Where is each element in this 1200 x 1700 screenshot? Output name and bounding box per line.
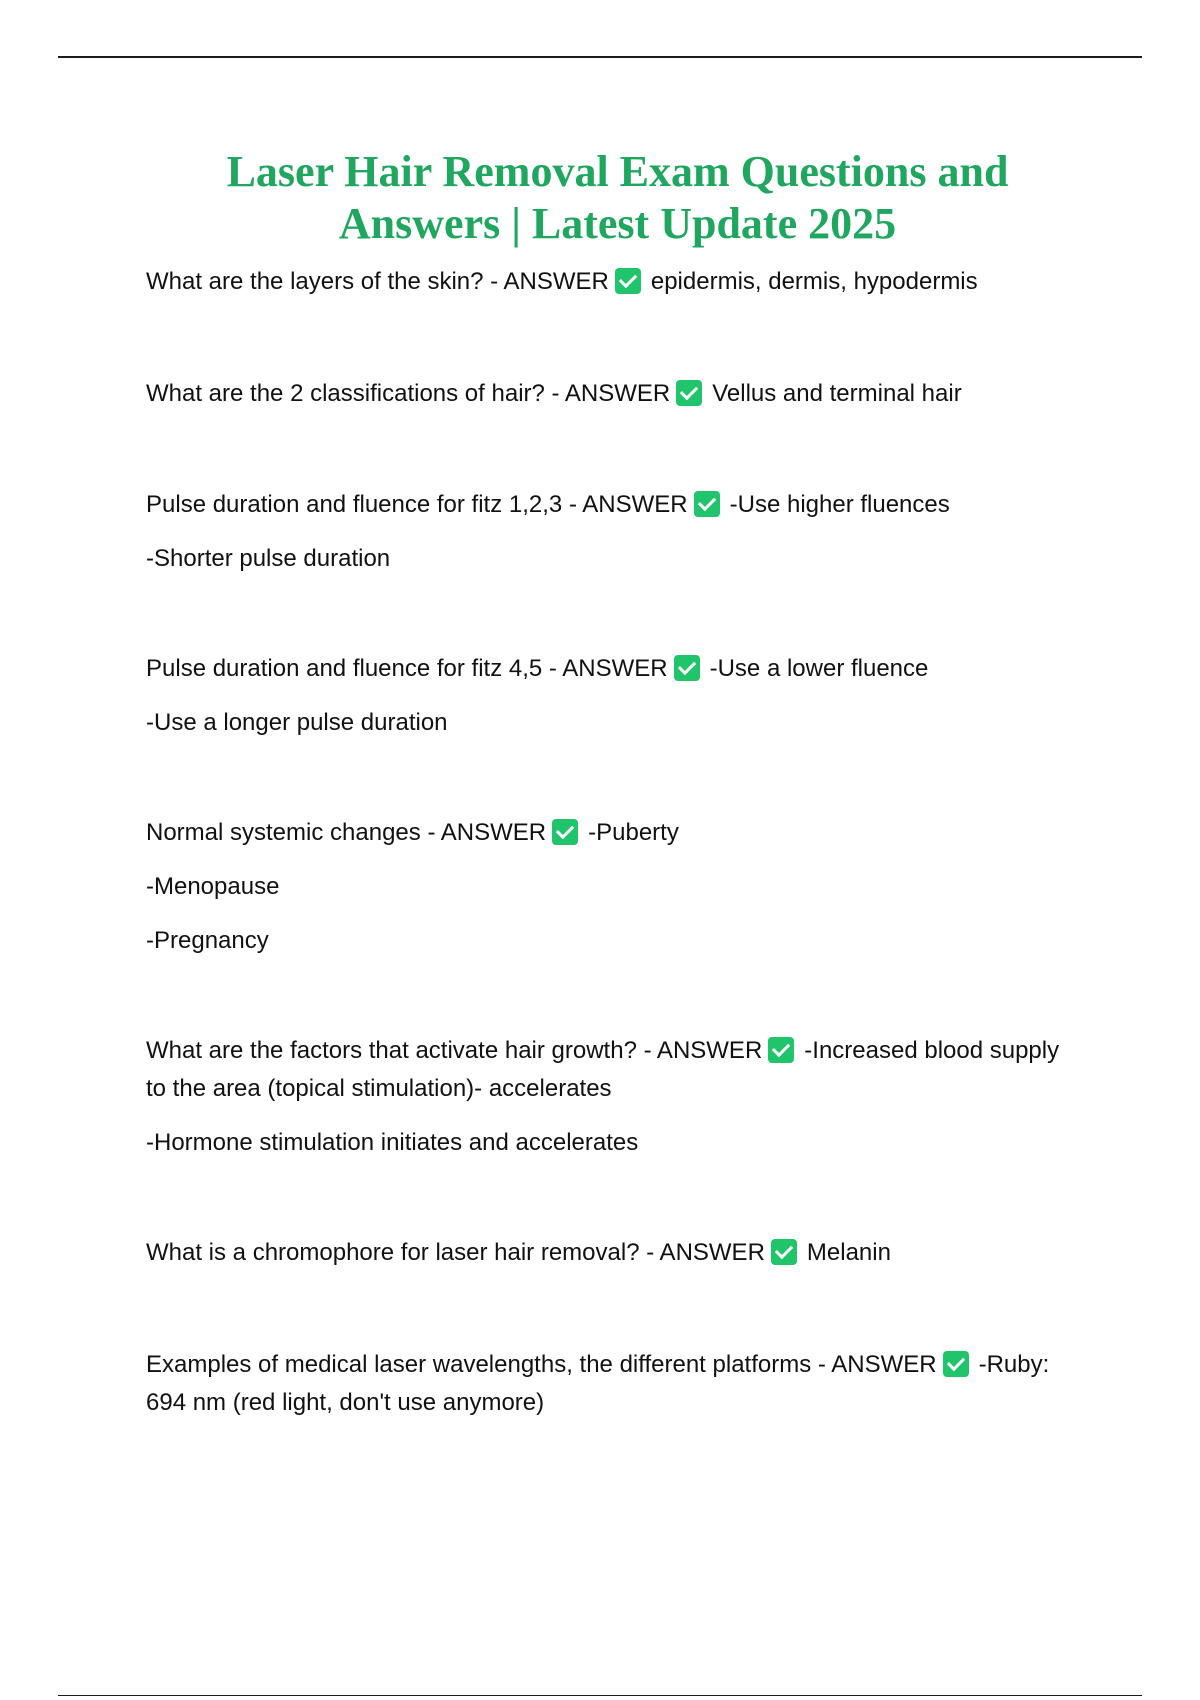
qa-item-2: [146, 375, 1066, 413]
answer-text: -Increased blood supply to the area (topical stimulation)- accelerates: [146, 1037, 1060, 1102]
check-mark-icon: [552, 819, 578, 845]
top-rule: [58, 56, 1142, 58]
question-text: What are the layers of the skin?: [146, 268, 484, 295]
check-mark-icon: [694, 491, 720, 517]
check-mark-icon: [768, 1037, 794, 1063]
qa-item-line: [146, 814, 1066, 852]
answer-marker: - ANSWER: [817, 1351, 937, 1378]
question-text: Pulse duration and fluence for fitz 4,5: [146, 655, 543, 682]
answer-extra-line: -Hormone stimulation initiates and accelerates: [146, 1129, 639, 1156]
answer-marker: - ANSWER: [548, 655, 668, 682]
qa-item-8: [146, 1346, 1066, 1422]
answer-extra-line: -Shorter pulse duration: [146, 545, 391, 572]
check-mark-icon: [615, 268, 641, 294]
qa-item-line: [146, 1032, 1066, 1108]
answer-text: -Use a lower fluence: [709, 655, 929, 682]
question-text: Normal systemic changes: [146, 819, 421, 846]
answer-marker: - ANSWER: [568, 491, 688, 518]
answer-text: Melanin: [806, 1239, 891, 1266]
answer-marker: - ANSWER: [427, 819, 547, 846]
qa-item-line: [146, 375, 1066, 413]
qa-item-1: [146, 263, 1066, 301]
answer-marker: - ANSWER: [646, 1239, 765, 1266]
qa-item-3: [146, 486, 1066, 578]
check-mark-icon: [771, 1239, 797, 1265]
document-title: Laser Hair Removal Exam Questions and Answers | Latest Update 2025: [226, 147, 1009, 248]
answer-marker: - ANSWER: [490, 268, 609, 295]
check-mark-icon: [676, 380, 702, 406]
answer-text: -Ruby: 694 nm (red light, don't use anymore): [146, 1351, 1050, 1416]
bottom-rule: [58, 1695, 1142, 1696]
qa-item-line: [146, 263, 1066, 301]
question-text: What are the 2 classifications of hair?: [146, 380, 545, 407]
answer-extra-line: -Pregnancy: [146, 927, 269, 954]
check-mark-icon: [943, 1351, 969, 1377]
qa-item-line: [146, 1346, 1066, 1422]
qa-item-line: [146, 1234, 1066, 1272]
qa-item-line: [146, 650, 1066, 688]
check-mark-icon: [674, 655, 700, 681]
qa-item-7: [146, 1234, 1066, 1272]
answer-marker: - ANSWER: [643, 1037, 763, 1064]
question-text: Examples of medical laser wavelengths, the different platforms: [146, 1351, 812, 1378]
question-text: What are the factors that activate hair growth?: [146, 1037, 637, 1064]
answer-text: Vellus and terminal hair: [712, 380, 962, 407]
qa-item-4: [146, 650, 1066, 742]
answer-extra-line: -Use a longer pulse duration: [146, 709, 448, 736]
question-text: What is a chromophore for laser hair removal?: [146, 1239, 640, 1266]
answer-text: epidermis, dermis, hypodermis: [650, 268, 978, 295]
qa-item-line: [146, 486, 1066, 524]
answer-text: -Use higher fluences: [729, 491, 950, 518]
qa-item-5: [146, 814, 1066, 960]
question-text: Pulse duration and fluence for fitz 1,2,3: [146, 491, 563, 518]
answer-extra-line: -Menopause: [146, 873, 280, 900]
qa-item-6: [146, 1032, 1066, 1162]
answer-text: -Puberty: [588, 819, 679, 846]
answer-marker: - ANSWER: [551, 380, 671, 407]
